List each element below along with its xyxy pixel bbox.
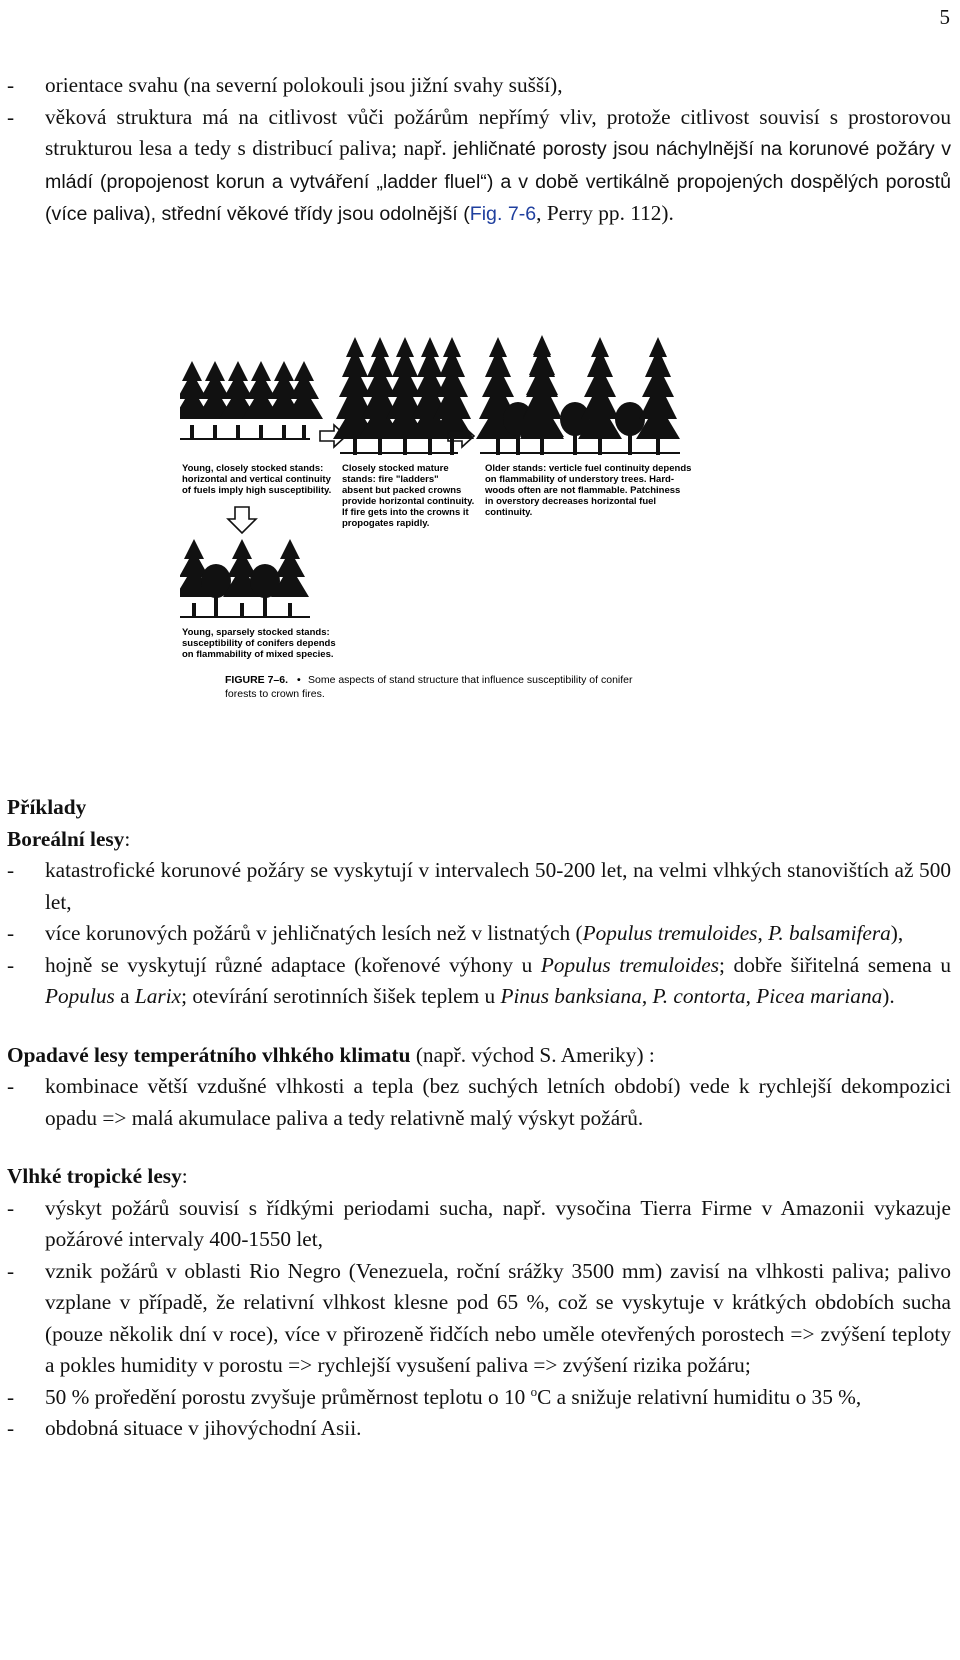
list-text: kombinace větší vzdušné vlhkosti a tepla (bez suchých letních období) vede k rychlejší dekompozici opadu => malá akumulace paliva a tedy relativně malý výskyt požárů. (45, 1074, 951, 1130)
stand-structure-illustration (180, 335, 710, 735)
spacer (7, 1134, 951, 1161)
tropical-heading (7, 1161, 951, 1193)
caption-2f: propogates rapidly. (342, 518, 430, 529)
figure-7-6 (180, 335, 710, 735)
list-dash: - (7, 1384, 15, 1409)
caption-2: Closely stocked mature (342, 463, 449, 474)
list-item (7, 1071, 951, 1134)
list-dash: - (7, 1258, 15, 1283)
panel-closely-stocked-mature (333, 337, 474, 529)
spacer (7, 1013, 951, 1040)
text-run: ). (882, 984, 895, 1008)
species-name: Larix (134, 984, 182, 1008)
tropical-title: Vlhké tropické lesy (7, 1164, 182, 1188)
panel-young-sparsely-stocked (180, 539, 336, 660)
text-run: více korunových požárů v jehličnatých lesích než v listnatých ( (45, 921, 583, 945)
tropical-colon: : (181, 1164, 188, 1188)
list-text (45, 102, 951, 231)
list-text: obdobná situace v jihovýchodní Asii. (45, 1416, 362, 1440)
list-dash: - (7, 921, 15, 945)
text-run: C a snižuje relativní humiditu o 35 %, (537, 1384, 862, 1409)
arrow-down-icon (228, 507, 256, 533)
species-name: Populus tremuloides (582, 921, 758, 945)
caption-1: Young, closely stocked stands: (182, 463, 324, 474)
page-number: 5 (939, 5, 950, 29)
figure-caption (225, 674, 633, 700)
list-text: orientace svahu (na severní polokouli jsou jižní svahy sušší), (45, 73, 563, 97)
species-name: Picea mariana (756, 984, 883, 1008)
caption-1b: horizontal and vertical continuity (182, 474, 331, 485)
species-name: P. contorta (652, 984, 746, 1008)
text-run: , (745, 984, 757, 1008)
figure-caption-text-2: forests to crown fires. (225, 688, 325, 700)
section-heading-examples: Příklady (7, 795, 87, 819)
boreal-colon: : (124, 826, 131, 851)
caption-3e: continuity. (485, 507, 533, 518)
list-item (7, 1382, 951, 1414)
text-run: hojně se vyskytují různé adaptace (kořenové výhony u (45, 952, 541, 977)
list-text (45, 950, 951, 1013)
list-dash: - (7, 104, 15, 129)
caption-2b: stands: fire "ladders" (342, 474, 439, 485)
text-run: věková struktura má na citlivost vůči požárům nepřímý vliv, protože citlivost souvisí s prostorovou strukturou lesa a tedy s distribucí paliva; např. (45, 104, 951, 160)
list-item (7, 1413, 951, 1445)
species-name: Pinus banksiana (500, 984, 642, 1008)
list-dash: - (7, 73, 15, 97)
list-text (45, 918, 951, 950)
deciduous-title: Opadavé lesy temperátního vlhkého klimatu (7, 1042, 411, 1067)
panel-older-stands (476, 335, 691, 518)
species-name: Populus tremuloides (540, 952, 720, 977)
figure-label: FIGURE 7–6. (225, 674, 289, 686)
caption-3: Older stands: verticle fuel continuity depends (485, 463, 692, 474)
species-name: P. balsamifera (768, 921, 891, 945)
caption-3b: on flammability of understory trees. Hard- (485, 474, 674, 485)
list-item (7, 855, 951, 918)
list-text: katastrofické korunové požáry se vyskytují v intervalech 50-200 let, na velmi vlhkých stanovištích až 500 let, (45, 858, 951, 914)
caption-4: Young, sparsely stocked stands: (182, 627, 330, 638)
text-run: ), (890, 921, 904, 945)
text-run: 50 % proředění porostu zvyšuje průměrnost teplotu o 10 (45, 1384, 531, 1409)
species-name: Populus (45, 984, 115, 1008)
text-run: ; otevírání serotinních šišek teplem u (181, 984, 501, 1008)
list-text (45, 1382, 951, 1414)
panel-young-closely-stocked (180, 361, 332, 496)
list-dash: - (7, 858, 15, 882)
list-dash: - (7, 1074, 15, 1098)
intro-list (7, 70, 951, 231)
text-run: a (114, 984, 135, 1008)
deciduous-heading (7, 1040, 951, 1072)
text-run: ; dobře šiřitelná semena u (719, 952, 951, 977)
list-dash: - (7, 1416, 15, 1440)
caption-1c: of fuels imply high susceptibility. (182, 485, 332, 496)
figure-reference-link[interactable]: Fig. 7-6 (469, 203, 537, 225)
figure-bullet: • (297, 674, 301, 686)
caption-3d: in overstory decreases horizontal fuel (485, 496, 657, 507)
caption-3c: woods often are not flammable. Patchiness (485, 485, 681, 496)
caption-2d: provide horizontal continuity. (342, 496, 475, 507)
list-item (7, 1256, 951, 1382)
boreal-title: Boreální lesy (7, 826, 125, 851)
list-item (7, 70, 951, 102)
text-run: , (757, 921, 769, 945)
list-dash: - (7, 952, 15, 977)
text-run-sans: jehličnaté porosty jsou náchylnější na korunové požáry v mládí (propojenost korun a vytváření „ladder fluel“) a v době vertikálně propojených dospělých porostů (více paliva), střední věkové třídy jsou odolnější ( (45, 138, 951, 225)
figure-caption-text: Some aspects of stand structure that influence susceptibility of conifer (308, 674, 633, 686)
list-item (7, 1193, 951, 1256)
caption-4c: on flammability of mixed species. (182, 649, 334, 660)
list-item (7, 950, 951, 1013)
list-item (7, 918, 951, 950)
degree-superscript: o (530, 1383, 538, 1399)
caption-4b: susceptibility of conifers depends (182, 638, 336, 649)
deciduous-suffix: (např. východ S. Ameriky) : (410, 1042, 655, 1067)
caption-2e: If fire gets into the crowns it (342, 507, 469, 518)
list-dash: - (7, 1195, 15, 1220)
boreal-heading (7, 824, 951, 856)
examples-section (7, 792, 951, 1445)
list-item (7, 102, 951, 231)
list-text: výskyt požárů souvisí s řídkými periodami sucha, např. vysočina Tierra Firme v Amazonii vykazuje požárové intervaly 400-1550 let, (45, 1195, 951, 1251)
text-run: , (641, 984, 653, 1008)
text-run: , Perry pp. 112). (536, 201, 674, 225)
caption-2c: absent but packed crowns (342, 485, 462, 496)
list-text: vznik požárů v oblasti Rio Negro (Venezuela, roční srážky 3500 mm) zavisí na vlhkosti paliva; palivo vzplane v případě, že relativní vlhkost klesne pod 65 %, což se vyskytuje v krátkých obdobích sucha (pouze několik dní v roce), více v přirozeně řidčích nebo uměle otevřených porostech => zvýšení teploty a pokles humidity v porostu => rychlejší vysušení paliva => zvýšení rizika požáru; (45, 1258, 951, 1377)
